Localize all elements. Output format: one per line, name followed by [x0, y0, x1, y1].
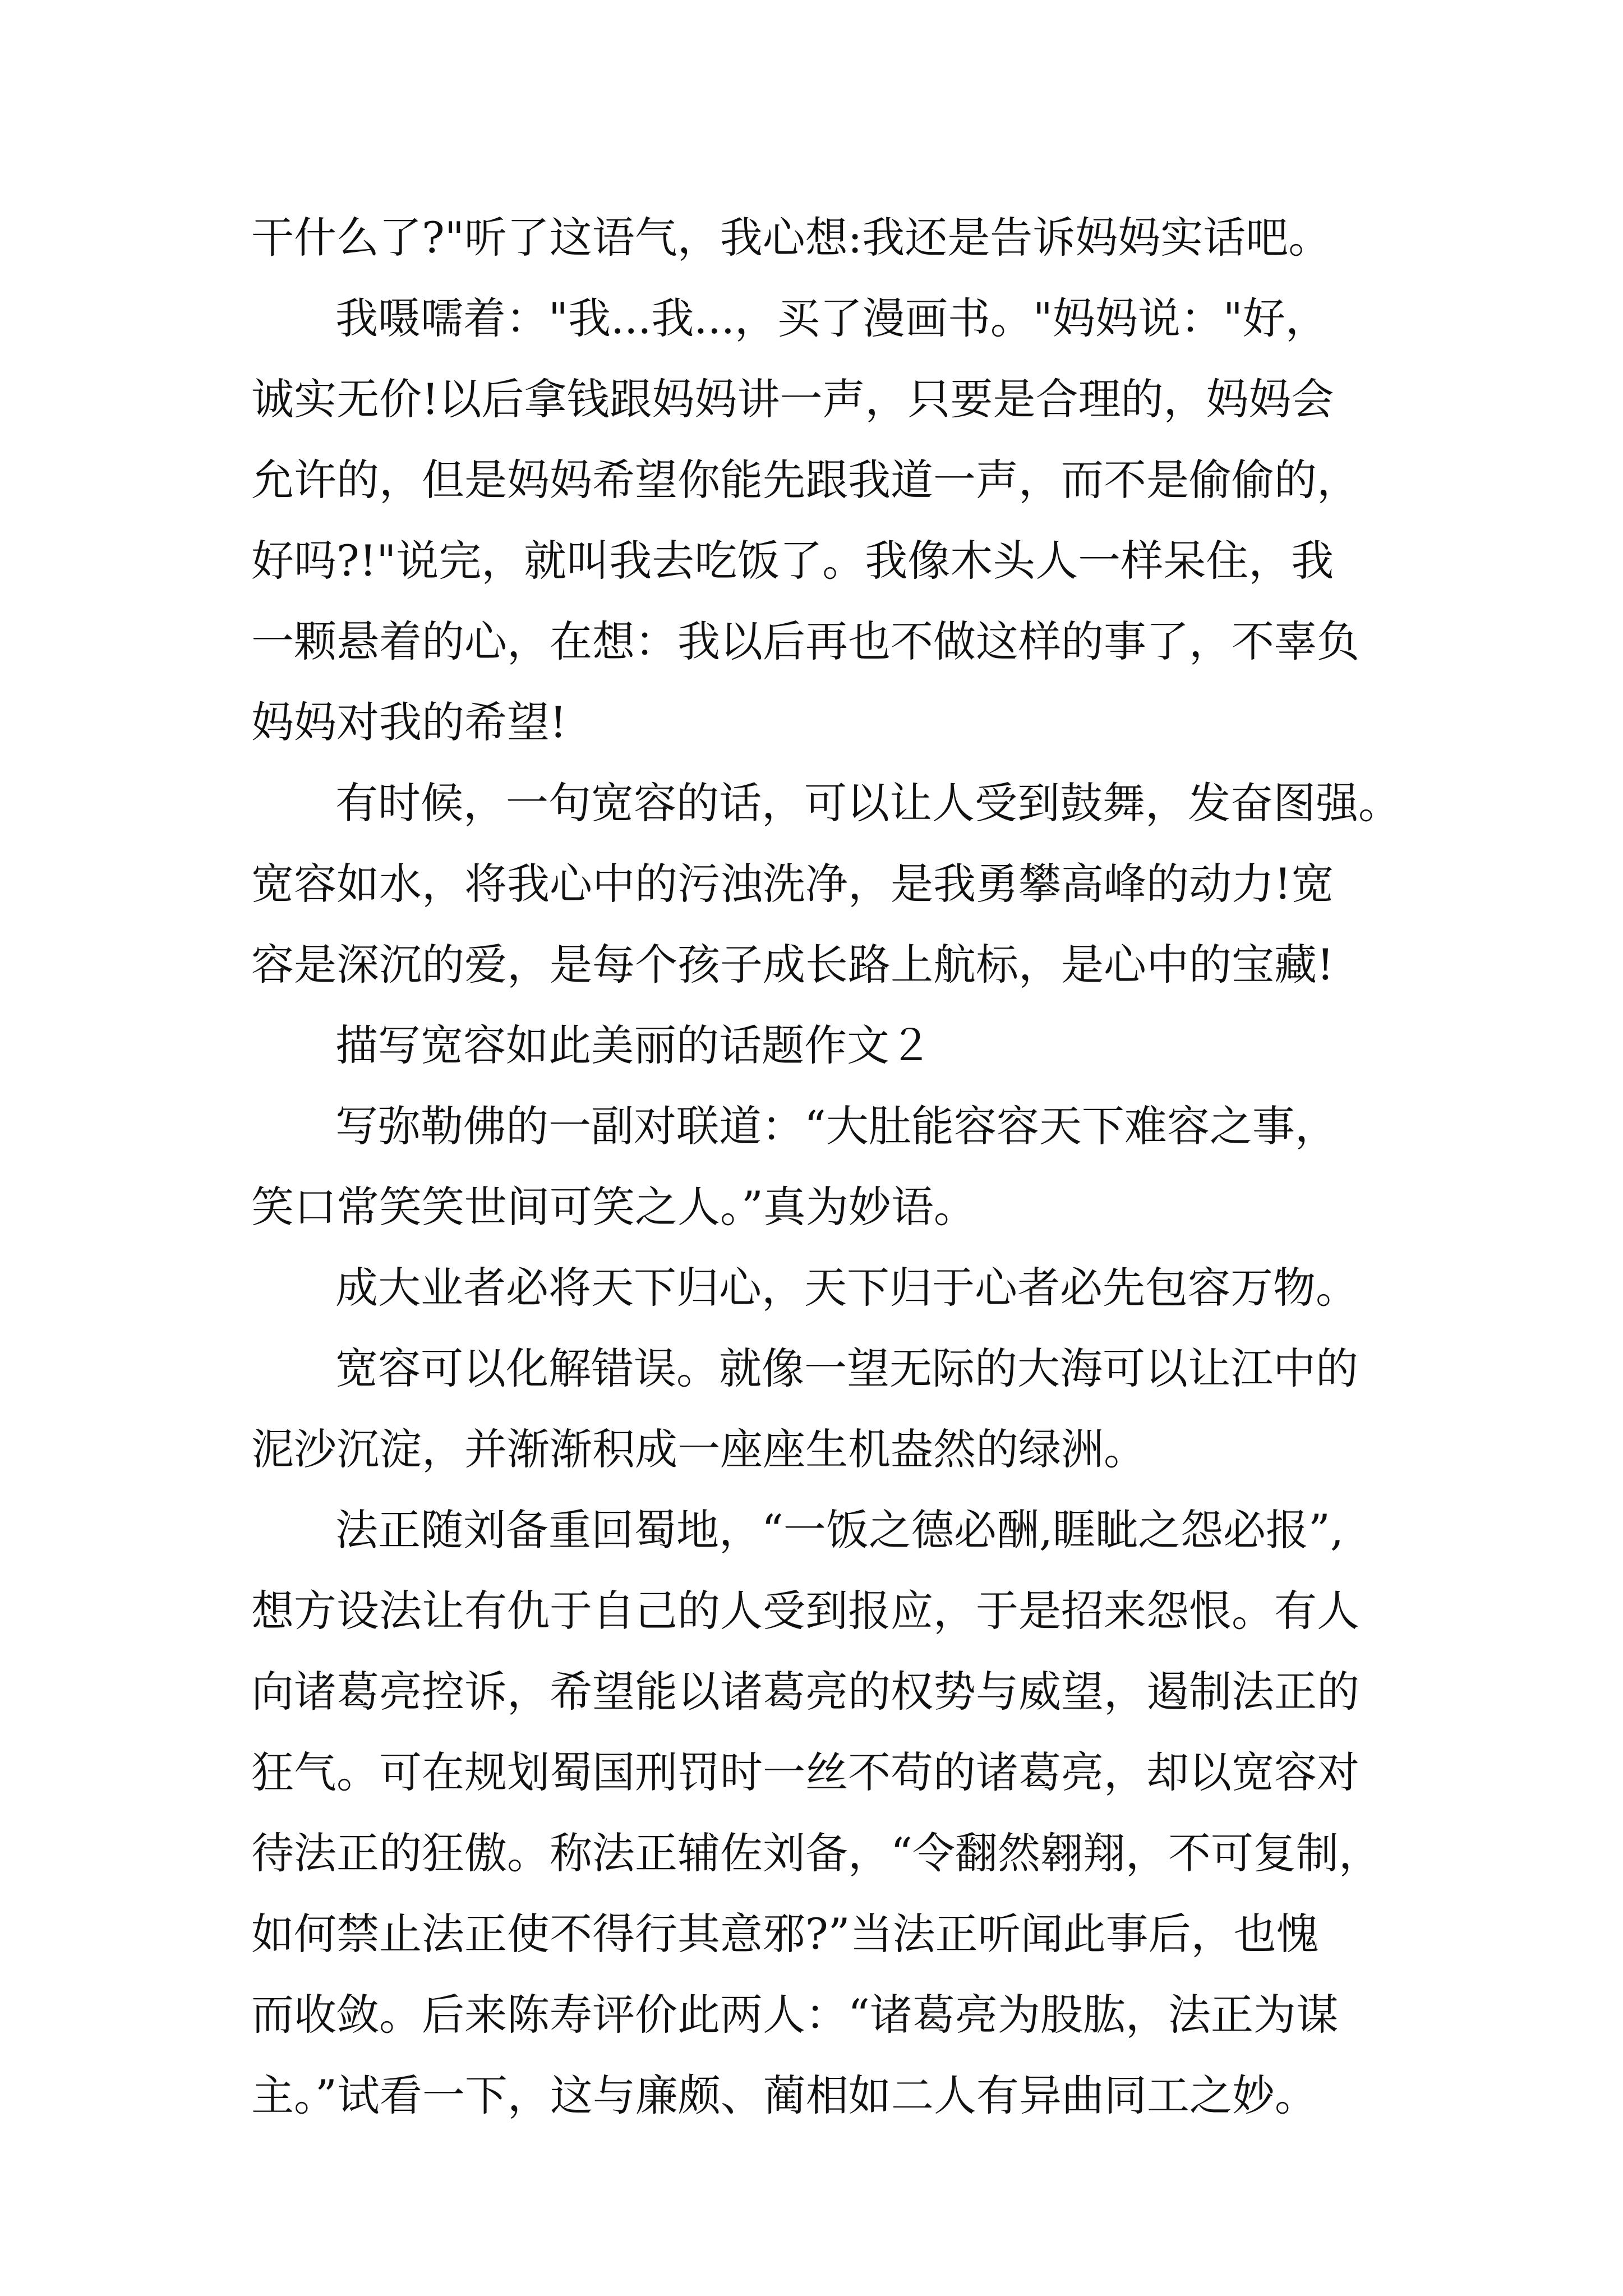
text-line: 宽容可以化解错误。就像一望无际的大海可以让江中的 [335, 1343, 1358, 1393]
text-line: 主。”试看一下，这与廉颇、蔺相如二人有异曲同工之妙。 [251, 2070, 1317, 2120]
text-line: 诚实无价!以后拿钱跟妈妈讲一声，只要是合理的，妈妈会 [251, 374, 1334, 424]
text-line: 有时候，一句宽容的话，可以让人受到鼓舞，发奋图强。 [335, 778, 1401, 828]
text-line: 待法正的狂傲。称法正辅佐刘备，“令翻然翱翔，不可复制， [251, 1828, 1381, 1878]
text-line: 向诸葛亮控诉，希望能以诸葛亮的权势与威望，遏制法正的 [251, 1667, 1359, 1717]
text-line: 一颗悬着的心，在想：我以后再也不做这样的事了，不辜负 [251, 616, 1359, 666]
text-line: 妈妈对我的希望! [251, 697, 567, 747]
text-line: 宽容如水，将我心中的污浊洗净，是我勇攀高峰的动力!宽 [251, 859, 1334, 909]
text-line: 写弥勒佛的一副对联道：“大肚能容容天下难容之事， [335, 1101, 1338, 1151]
text-line: 好吗?!"说完，就叫我去吃饭了。我像木头人一样呆住，我 [251, 536, 1334, 586]
text-line: 泥沙沉淀，并渐渐积成一座座生机盎然的绿洲。 [251, 1424, 1146, 1474]
body-text [251, 197, 1401, 2136]
text-line: 而收敛。后来陈寿评价此两人：“诸葛亮为股肱，法正为谋 [251, 1990, 1339, 2040]
text-line: 如何禁止法正使不得行其意邪?”当法正听闻此事后，也愧 [251, 1909, 1319, 1959]
text-line: 笑口常笑笑世间可笑之人。”真为妙语。 [251, 1182, 976, 1232]
text-line: 干什么了?"听了这语气，我心想:我还是告诉妈妈实话吧。 [251, 213, 1331, 263]
text-line: 容是深沉的爱，是每个孩子成长路上航标，是心中的宝藏! [251, 940, 1334, 990]
section-heading: 描写宽容如此美丽的话题作文２ [335, 1020, 932, 1070]
text-line: 狂气。可在规划蜀国刑罚时一丝不苟的诸葛亮，却以宽容对 [251, 1747, 1359, 1797]
text-line: 我嗫嚅着："我...我...，买了漫画书。"妈妈说："好， [335, 293, 1328, 343]
text-line: 法正随刘备重回蜀地，“一饭之德必酬,睚眦之怨必报”, [335, 1505, 1344, 1555]
text-line: 想方设法让有仇于自己的人受到报应，于是招来怨恨。有人 [251, 1586, 1359, 1636]
text-line: 成大业者必将天下归心，天下归于心者必先包容万物。 [335, 1263, 1358, 1313]
text-line: 允许的，但是妈妈希望你能先跟我道一声，而不是偷偷的， [251, 455, 1359, 505]
